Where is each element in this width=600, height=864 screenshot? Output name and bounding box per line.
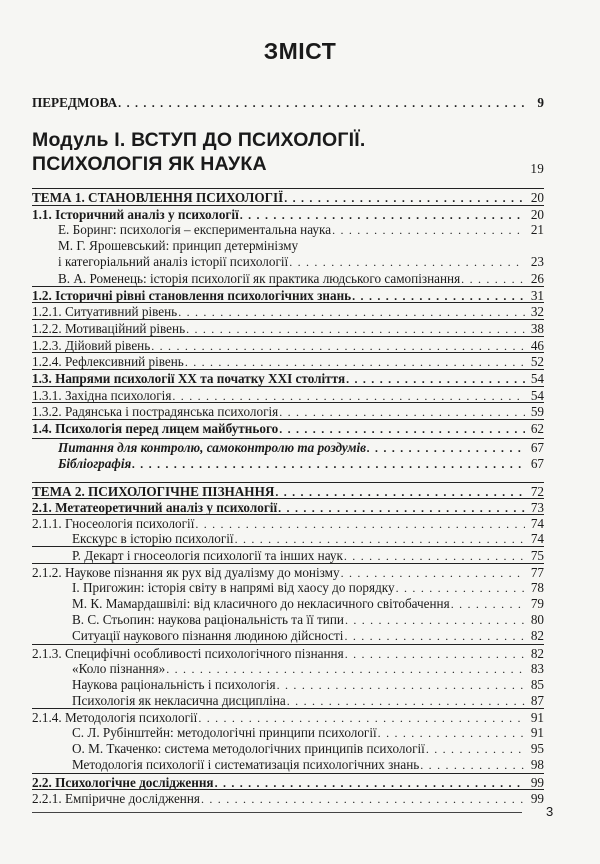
toc-entry-label: Е. Боринг: психологія – експериментальна наука [58, 222, 332, 237]
toc-entry [32, 402, 544, 419]
toc-entry-label: Питання для контролю, самоконтролю та роздумів [58, 440, 367, 455]
toc-entry-label: С. Л. Рубінштейн: методологічні принципи психології [72, 725, 377, 740]
toc-entry-label: М. Г. Ярошевський: принцип детермінізму [58, 238, 299, 253]
toc-entry-page: 23 [530, 254, 544, 269]
toc-entry-page: 21 [530, 222, 544, 237]
toc-entry-label: В. А. Роменець: історія психології як практика людського самопізнання [58, 271, 461, 286]
toc-entry-page: 46 [530, 338, 544, 353]
toc-entry-label: 1.2. Історичні рівні становлення психологічних знань [32, 288, 352, 303]
toc-entry-label: Бібліографія [58, 456, 132, 471]
toc-entry-label: 2.1.4. Методологія психології [32, 710, 198, 725]
dot-leader [332, 223, 525, 237]
toc-entry-label: Ситуації наукового пізнання людиною дійсності [72, 628, 344, 643]
toc-entry [32, 438, 544, 455]
toc-entry-page: 85 [530, 677, 544, 692]
toc-entry-page: 62 [530, 421, 544, 436]
toc-entry [32, 514, 544, 531]
dot-leader [344, 629, 525, 643]
dot-leader [426, 742, 525, 756]
module-heading-line2 [32, 152, 544, 176]
dot-leader [287, 694, 525, 708]
toc-entry [32, 270, 544, 286]
dot-leader [151, 339, 525, 353]
toc-entry [32, 386, 544, 403]
toc-entry [32, 221, 544, 237]
dot-leader [341, 566, 525, 580]
dot-leader [279, 405, 525, 419]
dot-leader [346, 372, 525, 386]
toc-entry-page: 38 [530, 321, 544, 336]
toc-entry [32, 237, 544, 253]
dot-leader [344, 549, 525, 563]
toc-entry-page: 98 [530, 757, 544, 772]
toc-entry-page: 20 [530, 207, 544, 222]
page-title: ЗМІСТ [263, 38, 337, 64]
toc-entry-label: 1.2.1. Ситуативний рівень [32, 304, 178, 319]
toc-entry-label: 1.2.3. Дійовий рівень [32, 338, 151, 353]
toc-entry-page: 80 [530, 612, 544, 627]
toc-entry-page: 82 [530, 628, 544, 643]
toc-entry [32, 369, 544, 386]
toc-entry-page: 82 [530, 646, 544, 661]
toc-entry-label: і категоріальний аналіз історії психології [58, 254, 289, 269]
dot-leader [185, 355, 525, 369]
toc-entry-label: О. М. Ткаченко: система методологічних принципів психології [72, 741, 425, 756]
toc-entry [32, 579, 544, 595]
toc-entry [32, 773, 544, 790]
toc-entry-label: 1.4. Психологія перед лицем майбутнього [32, 421, 279, 436]
toc-entry [32, 644, 544, 661]
toc-entry-label: 1.1. Історичний аналіз у психології [32, 207, 239, 222]
toc-entry-page: 74 [530, 531, 544, 546]
toc-entry [32, 455, 544, 471]
dot-leader [215, 776, 525, 790]
toc-entry [32, 498, 544, 515]
toc-entry-page: 95 [530, 741, 544, 756]
toc-entry [32, 563, 544, 580]
toc-entry-page: 67 [530, 456, 544, 471]
page-number: 3 [546, 804, 554, 819]
toc-entry-page: 52 [530, 354, 544, 369]
dot-leader [277, 678, 525, 692]
toc-entry-page: 59 [530, 404, 544, 419]
dot-leader [279, 422, 525, 436]
dot-leader [201, 792, 525, 806]
dot-leader [235, 532, 525, 546]
toc-entry [32, 205, 544, 222]
toc-entry-page: 32 [530, 304, 544, 319]
toc-entry-label: Методологія психології і систематизація психологічних знань [72, 757, 420, 772]
toc-entry-label: В. С. Стьопин: наукова раціональність та її типи [72, 612, 344, 627]
toc-entry [32, 482, 544, 499]
toc-entry [32, 676, 544, 692]
toc-entry-page: 67 [530, 440, 544, 455]
toc-entry-page: 72 [530, 484, 544, 499]
toc-entry-label: Екскурс в історію психології [72, 531, 234, 546]
toc-entry-label: Р. Декарт і гносеологія психології та інших наук [72, 548, 343, 563]
toc-entry-page: 78 [530, 580, 544, 595]
toc-entry [32, 419, 544, 436]
toc-entry [32, 352, 544, 369]
toc-entry [32, 660, 544, 676]
toc-entry-label: ПЕРЕДМОВА [32, 95, 118, 110]
toc-entry [32, 286, 544, 303]
dot-leader [195, 517, 525, 531]
dot-leader [284, 191, 525, 205]
toc-entry [32, 756, 544, 772]
toc-entry-label: 2.2. Психологічне дослідження [32, 775, 214, 790]
toc-entry-page: 79 [530, 596, 544, 611]
toc-entry-page: 83 [530, 661, 544, 676]
toc-entry-label: 2.1.2. Наукове пізнання як рух від дуалізму до монізму [32, 565, 340, 580]
toc-entry-label: 2.1.1. Гносеологія психології [32, 516, 195, 531]
toc-entry [32, 724, 544, 740]
toc-entry-page: 31 [530, 288, 544, 303]
toc-entry [32, 611, 544, 627]
toc-entry-page: 99 [530, 775, 544, 790]
dot-leader [461, 272, 525, 286]
module-heading-label: ПСИХОЛОГІЯ ЯК НАУКА [32, 153, 267, 175]
toc-entry-label: 1.2.4. Рефлексивний рівень [32, 354, 184, 369]
toc-entry [32, 627, 544, 643]
dot-leader [345, 613, 525, 627]
toc-entry-page: 20 [530, 190, 544, 205]
toc-entry [32, 595, 544, 611]
dot-leader [420, 758, 525, 772]
toc-entry-page: 74 [530, 516, 544, 531]
dot-leader [396, 581, 525, 595]
dot-leader [166, 662, 525, 676]
toc-entry-page: 91 [530, 725, 544, 740]
toc-entry [32, 530, 544, 546]
dot-leader [275, 485, 525, 499]
toc-entry-label: 1.3.1. Західна психологія [32, 388, 172, 403]
dot-leader [178, 305, 525, 319]
toc-entry [32, 789, 544, 806]
dot-leader [352, 289, 525, 303]
toc-entry-page: 75 [530, 548, 544, 563]
dot-leader [172, 389, 525, 403]
dot-leader [198, 711, 525, 725]
toc-entry-page: 77 [530, 565, 544, 580]
toc-entry-label: 1.3. Напрями психології ХХ та початку ХХІ століття [32, 371, 346, 386]
toc-entry-page: 26 [530, 271, 544, 286]
toc-entry-label: Психологія як некласична дисципліна [72, 693, 286, 708]
toc-entry-label: 1.3.2. Радянська і пострадянська психологія [32, 404, 279, 419]
toc-entry-label: ТЕМА 2. ПСИХОЛОГІЧНЕ ПІЗНАННЯ [32, 484, 275, 499]
toc-entry [32, 692, 544, 708]
dot-leader [132, 457, 525, 471]
dot-leader [186, 322, 525, 336]
dot-leader [278, 501, 525, 515]
toc-entry-label: Наукова раціональність і психологія [72, 677, 276, 692]
toc-entry-preface [32, 94, 544, 110]
dot-leader [240, 208, 525, 222]
toc-entry-label: 1.2.2. Мотиваційний рівень [32, 321, 186, 336]
toc-entry-page: 54 [530, 371, 544, 386]
toc-entry-label: 2.1. Метатеоретичний аналіз у психології [32, 500, 278, 515]
module-heading-line1: Модуль І. ВСТУП ДО ПСИХОЛОГІЇ. [32, 129, 366, 151]
toc-entry-label: ТЕМА 1. СТАНОВЛЕННЯ ПСИХОЛОГІЇ [32, 190, 284, 205]
toc-entry-page: 54 [530, 388, 544, 403]
dot-leader [345, 647, 525, 661]
toc-entry-label: І. Пригожин: історія світу в напрямі від хаосу до порядку [72, 580, 395, 595]
dot-leader [451, 597, 525, 611]
toc-entry-page: 99 [530, 791, 544, 806]
toc-entry [32, 708, 544, 725]
toc-entry-label: 2.1.3. Специфічні особливості психологічного пізнання [32, 646, 344, 661]
toc-entry-label: 2.2.1. Емпіричне дослідження [32, 791, 200, 806]
toc-entry-page: 87 [530, 693, 544, 708]
toc-entry [32, 336, 544, 353]
toc-entry-page: 9 [537, 95, 544, 110]
toc-entry-label: «Коло пізнання» [72, 661, 166, 676]
toc-entry [32, 302, 544, 319]
toc-entry [32, 546, 544, 563]
toc-entry [32, 319, 544, 336]
footer-rule [32, 812, 522, 813]
toc-entry-page: 91 [530, 710, 544, 725]
toc-entry [32, 740, 544, 756]
dot-leader [118, 96, 525, 110]
toc-entry-page: 73 [530, 500, 544, 515]
module-heading-page: 19 [530, 161, 544, 176]
dot-leader [378, 726, 525, 740]
toc-entry [32, 188, 544, 205]
toc-entry [32, 253, 544, 269]
dot-leader [367, 441, 525, 455]
dot-leader [289, 255, 525, 269]
toc-entry-label: М. К. Мамардашвілі: від класичного до некласичного світобачення [72, 596, 450, 611]
